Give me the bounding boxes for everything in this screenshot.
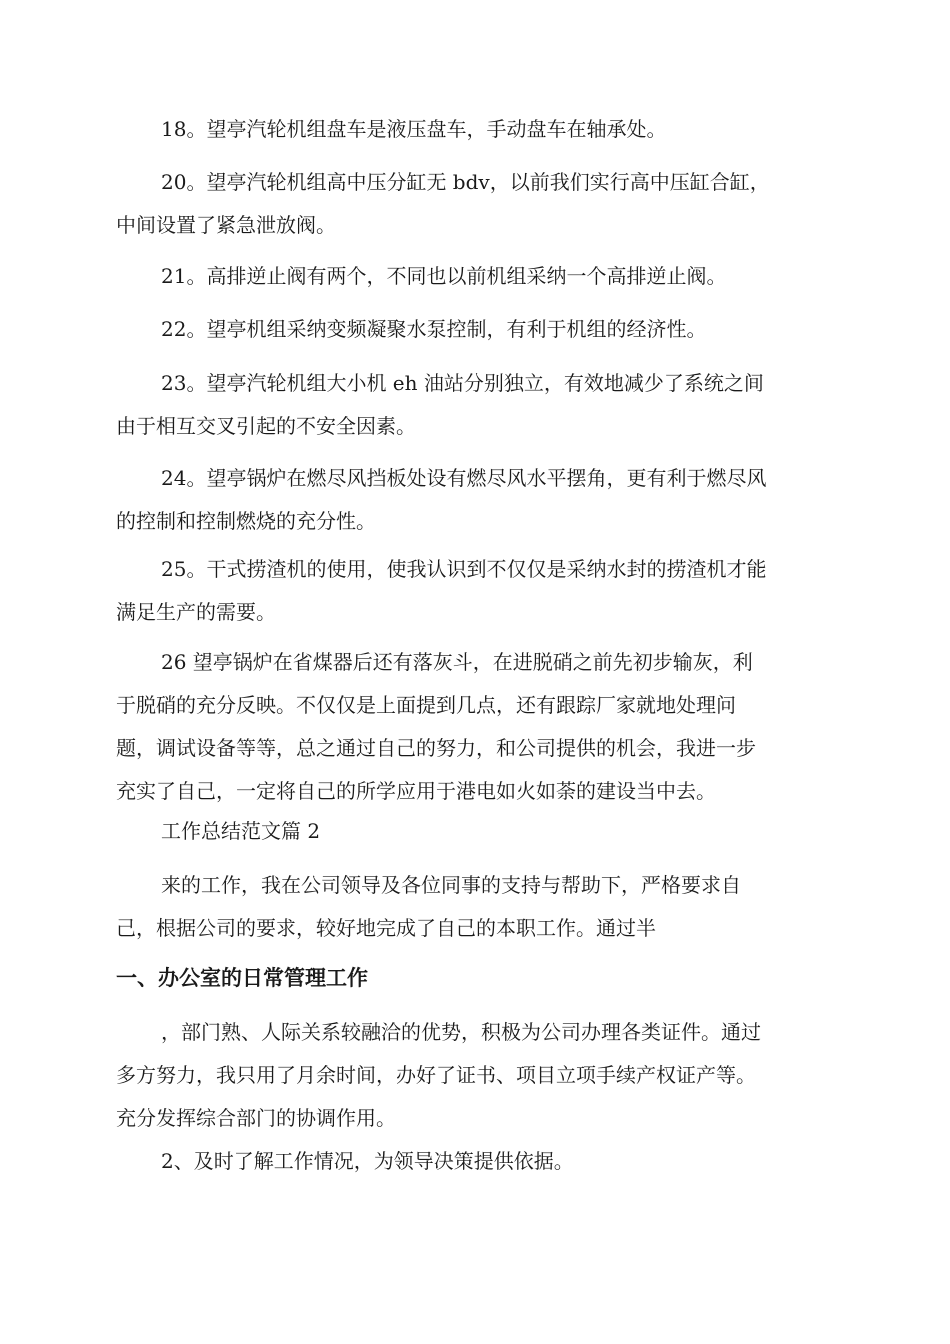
paragraph-item-22	[116, 308, 836, 351]
text-line: 26 望亭锅炉在省煤器后还有落灰斗，在进脱硝之前先初步输灰，利	[161, 650, 753, 674]
text-line: 24。望亭锅炉在燃尽风挡板处设有燃尽风水平摆角，更有利于燃尽风	[161, 466, 767, 490]
paragraph-item-25	[116, 548, 836, 634]
section-paragraph-2	[116, 1140, 836, 1183]
text-line: 20。望亭汽轮机组高中压分缸无 bdv，以前我们实行高中压缸合缸，	[161, 170, 770, 194]
text-line: 来的工作，我在公司领导及各位同事的支持与帮助下，严格要求自	[161, 873, 741, 897]
section-paragraph-1	[116, 1011, 836, 1140]
text-line: 由于相互交叉引起的不安全因素。	[116, 414, 416, 438]
paragraph-item-20	[116, 161, 836, 247]
text-line: 题，调试设备等等，总之通过自己的努力，和公司提供的机会，我进一步	[116, 736, 756, 760]
text-line: 多方努力，我只用了月余时间，办好了证书、项目立项手续产权证产等。	[116, 1063, 756, 1087]
paragraph-item-23	[116, 362, 836, 448]
section-heading: 一、办公室的日常管理工作	[116, 966, 368, 990]
text-line: 25。干式捞渣机的使用，使我认识到不仅仅是采纳水封的捞渣机才能	[161, 557, 767, 581]
text-line: 工作总结范文篇 2	[161, 819, 321, 843]
paragraph-item-21	[116, 255, 836, 298]
paragraph-item-26	[116, 641, 836, 813]
paragraph-item-18	[116, 108, 836, 151]
intro-paragraph	[116, 864, 836, 950]
text-line: 充分发挥综合部门的协调作用。	[116, 1106, 396, 1130]
text-line: 己，根据公司的要求，较好地完成了自己的本职工作。通过半	[116, 916, 656, 940]
text-line: 2、及时了解工作情况，为领导决策提供依据。	[161, 1149, 574, 1173]
text-line: 21。高排逆止阀有两个，不同也以前机组采纳一个高排逆止阀。	[161, 264, 727, 288]
text-line: 23。望亭汽轮机组大小机 eh 油站分别独立，有效地减少了系统之间	[161, 371, 764, 395]
section-title	[116, 810, 836, 853]
paragraph-item-24	[116, 457, 836, 543]
text-line: 18。望亭汽轮机组盘车是液压盘车，手动盘车在轴承处。	[161, 117, 667, 141]
text-line: 的控制和控制燃烧的充分性。	[116, 509, 376, 533]
text-line: 于脱硝的充分反映。不仅仅是上面提到几点，还有跟踪厂家就地处理问	[116, 693, 736, 717]
text-line: 22。望亭机组采纳变频凝聚水泵控制，有利于机组的经济性。	[161, 317, 707, 341]
text-line: ，部门熟、人际关系较融洽的优势，积极为公司办理各类证件。通过	[161, 1020, 761, 1044]
text-line: 中间设置了紧急泄放阀。	[116, 213, 336, 237]
text-line: 充实了自己，一定将自己的所学应用于港电如火如荼的建设当中去。	[116, 779, 716, 803]
text-line: 满足生产的需要。	[116, 600, 276, 624]
